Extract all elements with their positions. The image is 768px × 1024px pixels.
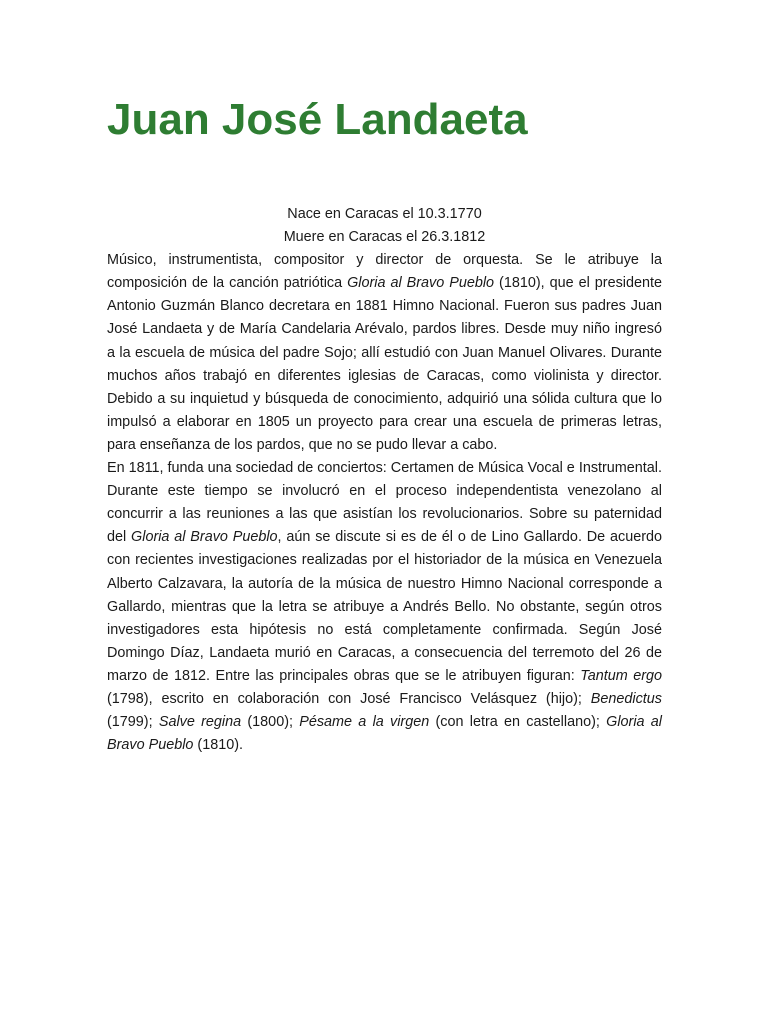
birth-line: Nace en Caracas el 10.3.1770 — [287, 206, 482, 222]
paragraph-biography — [107, 249, 662, 457]
text-segment: En 1811, funda una sociedad de conciertos: Certamen de Música Vocal e Instrumental. Durante este tiempo se involucró en el proceso independentista venezolano al concurrir a las reuniones a las que asistían los revolucionarios. Sobre su paternidad del — [107, 460, 662, 546]
text-segment: Músico, instrumentista, compositor y director de orquesta. Se le atribuye la composición de la canción patriótica — [107, 252, 662, 292]
paragraph-works — [107, 457, 662, 757]
text-segment: (1798), escrito en colaboración con José Francisco Velásquez (hijo); — [107, 690, 591, 707]
death-line: Muere en Caracas el 26.3.1812 — [283, 229, 486, 246]
work-title: Salve regina — [158, 714, 242, 731]
text-segment: (1800); — [241, 714, 300, 731]
work-title: Benedictus — [590, 690, 662, 707]
text-segment: (con letra en castellano); — [429, 714, 607, 731]
text-segment: (1810), que el presidente Antonio Guzmán Blanco decretara en 1881 Himno Nacional. Fueron sus padres Juan José Landaeta y de María Candelaria Arévalo, pardos libres. Desde muy niño ingresó a la escuela de música del padre Sojo; allí estudió con Juan Manuel Olivares. Durante muchos años trabajó en diferentes iglesias de Caracas, como violinista y director. Debido a su inquietud y búsqueda de conocimiento, adquirió una sólida cultura que lo impulsó a elaborar en 1805 un proyecto para crear una escuela de primeras letras, para enseñanza de los pardos, que no se pudo llevar a cabo. — [107, 275, 662, 453]
work-title: Tantum ergo — [580, 667, 663, 684]
text-segment: (1810). — [193, 737, 244, 754]
document-body — [107, 203, 662, 757]
work-title: Gloria al Bravo Pueblo — [107, 714, 662, 754]
work-title: Gloria al Bravo Pueblo — [131, 529, 278, 546]
work-title: Pésame a la virgen — [299, 714, 430, 731]
work-title: Gloria al Bravo Pueblo — [347, 275, 495, 292]
document-title: Juan José Landaeta — [107, 95, 528, 144]
text-segment: (1799); — [107, 714, 159, 731]
text-segment: , aún se discute si es de él o de Lino Gallardo. De acuerdo con recientes investigaciones realizadas por el historiador de la música en Venezuela Alberto Calzavara, la autoría de la música de nuestro Himno Nacional corresponde a Gallardo, mientras que la letra se atribuye a Andrés Bello. No obstante, según otros investigadores esta hipótesis no está completamente confirmada. Según José Domingo Díaz, Landaeta murió en Caracas, a consecuencia del terremoto del 26 de marzo de 1812. Entre las principales obras que se le atribuyen figuran: — [107, 529, 663, 684]
